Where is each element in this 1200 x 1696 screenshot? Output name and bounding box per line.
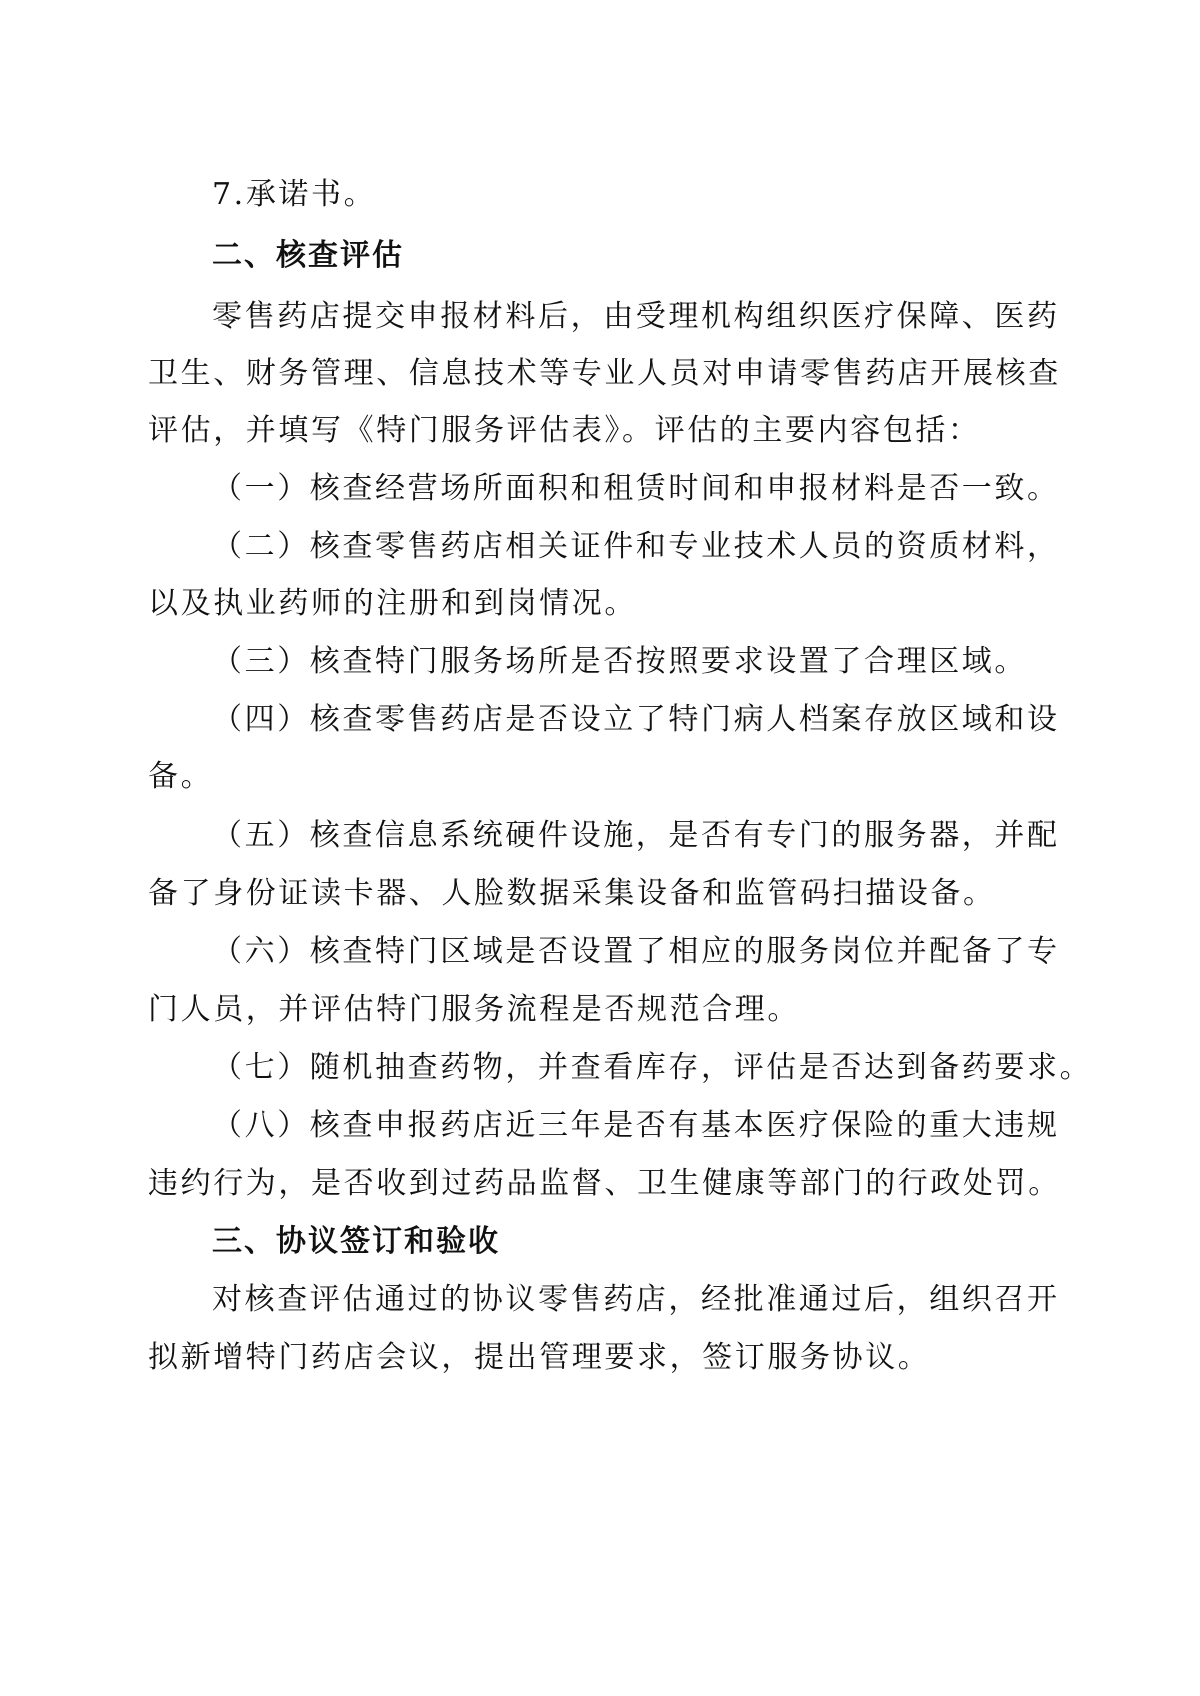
check-item-8-line-2: 违约行为，是否收到过药品监督、卫生健康等部门的行政处罚。 xyxy=(148,1166,1061,1201)
check-item-5-line-1: （五）核查信息系统硬件设施，是否有专门的服务器，并配 xyxy=(212,818,1060,853)
check-item-4-line-1: （四）核查零售药店是否设立了特门病人档案存放区域和设 xyxy=(212,702,1060,737)
check-item-7: （七）随机抽查药物，并查看库存，评估是否达到备药要求。 xyxy=(212,1050,1093,1085)
item-7-commitment: 7.承诺书。 xyxy=(212,177,377,212)
check-item-6-line-1: （六）核查特门区域是否设置了相应的服务岗位并配备了专 xyxy=(212,934,1060,969)
section-3-body-line-2: 拟新增特门药店会议，提出管理要求，签订服务协议。 xyxy=(148,1340,931,1375)
section-2-intro-line-3: 评估，并填写《特门服务评估表》。评估的主要内容包括： xyxy=(148,413,981,448)
check-item-8-line-1: （八）核查申报药店近三年是否有基本医疗保险的重大违规 xyxy=(212,1108,1060,1143)
section-3-heading: 三、协议签订和验收 xyxy=(212,1224,500,1259)
check-item-2-line-1: （二）核查零售药店相关证件和专业技术人员的资质材料， xyxy=(212,529,1060,564)
check-item-4-line-2: 备。 xyxy=(148,759,214,794)
check-item-6-line-2: 门人员，并评估特门服务流程是否规范合理。 xyxy=(148,992,800,1027)
section-3-body-line-1: 对核查评估通过的协议零售药店，经批准通过后，组织召开 xyxy=(212,1282,1060,1317)
check-item-2-line-2: 以及执业药师的注册和到岗情况。 xyxy=(148,586,637,621)
section-2-intro-line-2: 卫生、财务管理、信息技术等专业人员对申请零售药店开展核查 xyxy=(148,356,1061,391)
section-2-heading: 二、核查评估 xyxy=(212,238,404,273)
check-item-1: （一）核查经营场所面积和租赁时间和申报材料是否一致。 xyxy=(212,471,1060,506)
section-2-intro-line-1: 零售药店提交申报材料后，由受理机构组织医疗保障、医药 xyxy=(212,299,1060,334)
check-item-3: （三）核查特门服务场所是否按照要求设置了合理区域。 xyxy=(212,644,1027,679)
check-item-5-line-2: 备了身份证读卡器、人脸数据采集设备和监管码扫描设备。 xyxy=(148,876,996,911)
